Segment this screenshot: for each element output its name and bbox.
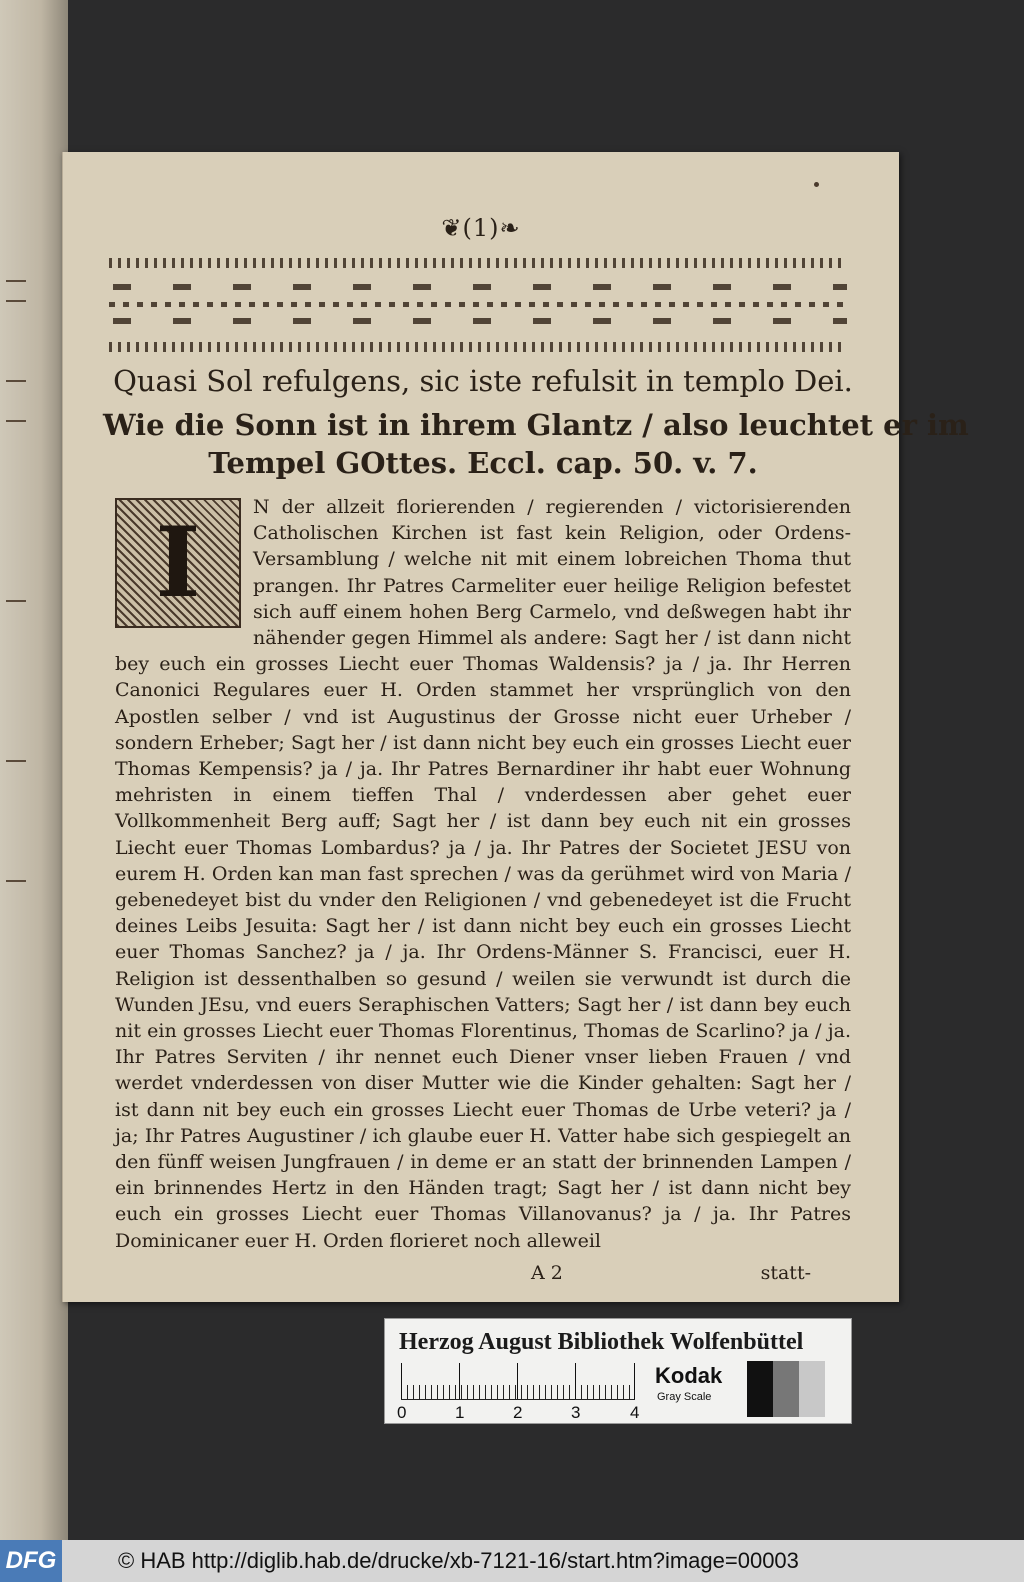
german-motto-line-1: Wie die Sonn ist in ihrem Glantz / also leuchtet er im <box>103 408 969 442</box>
decorated-initial: I <box>115 498 241 628</box>
gray-patch <box>773 1361 799 1417</box>
latin-motto: Quasi Sol refulgens, sic iste refulsit in templo Dei. <box>113 364 853 398</box>
ruler-number: 3 <box>571 1403 581 1422</box>
ruler-number: 1 <box>455 1403 465 1422</box>
gray-patch <box>747 1361 773 1417</box>
ruler-number: 4 <box>630 1403 640 1422</box>
ruler-numbers <box>395 1403 655 1421</box>
ornamental-border <box>109 258 847 354</box>
ruler-scale <box>401 1363 635 1400</box>
german-motto-line-2: Tempel GOttes. Eccl. cap. 50. v. 7. <box>208 446 758 480</box>
copyright-url[interactable]: © HAB http://diglib.hab.de/drucke/xb-7121-16/start.htm?image=00003 <box>118 1548 799 1573</box>
gray-patch <box>799 1361 825 1417</box>
adjacent-page-edge <box>0 0 68 1540</box>
gray-scale-label: Gray Scale <box>657 1391 712 1403</box>
kodak-logo: Kodak <box>655 1363 723 1388</box>
page-footer-line <box>63 1262 899 1288</box>
body-text: N der allzeit florierenden / regierenden / victorisierenden Catholischen Kirchen ist fast kein Religion, oder Ordens-Versamblung / welche nit mit einem lobreichen Thoma thut prangen. Ihr Patres Carmeliter euer heilige Religion befestet sich auff einem hohen Berg Carmelo, vnd deßwegen habt ihr nähender gegen Himmel als andere: Sagt her / ist dann nicht bey euch ein grosses Liecht euer Thomas Waldensis? ja / ja. Ihr Herren Canonici Regulares euer H. Orden stammet her vrsprünglich von den Apostlen selber / vnd ist Augustinus der Grosse nicht euer Urheber / sondern Erheber; Sagt her / ist dann nicht bey euch ein grosses Liecht euer Thomas Kempensis? ja / ja. Ihr Patres Bernardiner ihr habt euer Wohnung mehristen in einem tieffen Thal / vnderdessen aber gehet euer Vollkommenheit Berg auff; Sagt her / ist dann bey euch nit ein grosses Liecht euer Thomas Lombardus? ja / ja. Ihr Patres der Societet JESU von eurem H. Orden kan man fast sprechen / was da gerühmet wird von Maria / gebenedeyet bist du vnder den Religionen / vnd gebenedeyet ist die Frucht deines Leibs Jesuita: Sagt her / ist dann nicht bey euch ein grosses Liecht euer Thomas Sanchez? ja / ja. Ihr Ordens-Männer S. Francisci, euer H. Religion ist dessenthalben so gesund / weilen sie verwundt ist durch die Wunden JEsu, vnd euers Seraphischen Vatters; Sagt her / ist dann bey euch nit ein grosses Liecht euer Thomas Florentinus, Thomas de Scarlino? ja / ja. Ihr Patres Serviten / ihr nennet euch Diener vnser lieben Frauen / vnd werdet vnderdessen von diser Mutter wie die Kinder gehalten: Sagt her / ist dann nit bey euch ein grosses Liecht euer Thomas de Urbe veteri? ja / ja; Ihr Patres Augustiner / ich glaube euer H. Vatter habe sich gespiegelt an den fünff weisen Jungfrauen / in deme er an statt der brinnenden Lampen / ein brinnendes Hertz in den Händen tragt; Sagt her / ist dann nicht bey euch ein grosses Liecht euer Thomas Villanovanus? ja / ja. Ihr Patres Dominicaner euer H. Orden florieret noch alleweil <box>115 496 851 1252</box>
page-speck <box>814 182 819 187</box>
color-scale-card <box>384 1318 852 1424</box>
catchword: statt- <box>760 1262 811 1284</box>
library-name: Herzog August Bibliothek Wolfenbüttel <box>399 1329 804 1355</box>
dfg-logo[interactable]: DFG <box>0 1540 62 1582</box>
book-page <box>62 152 969 1302</box>
body-paragraph <box>115 494 851 1254</box>
ruler-number: 0 <box>397 1403 407 1422</box>
footer-bar <box>0 1540 1024 1582</box>
ruler-number: 2 <box>513 1403 523 1422</box>
signature-mark: A 2 <box>531 1262 563 1284</box>
page-header: ❦(1)❧ <box>441 214 521 242</box>
